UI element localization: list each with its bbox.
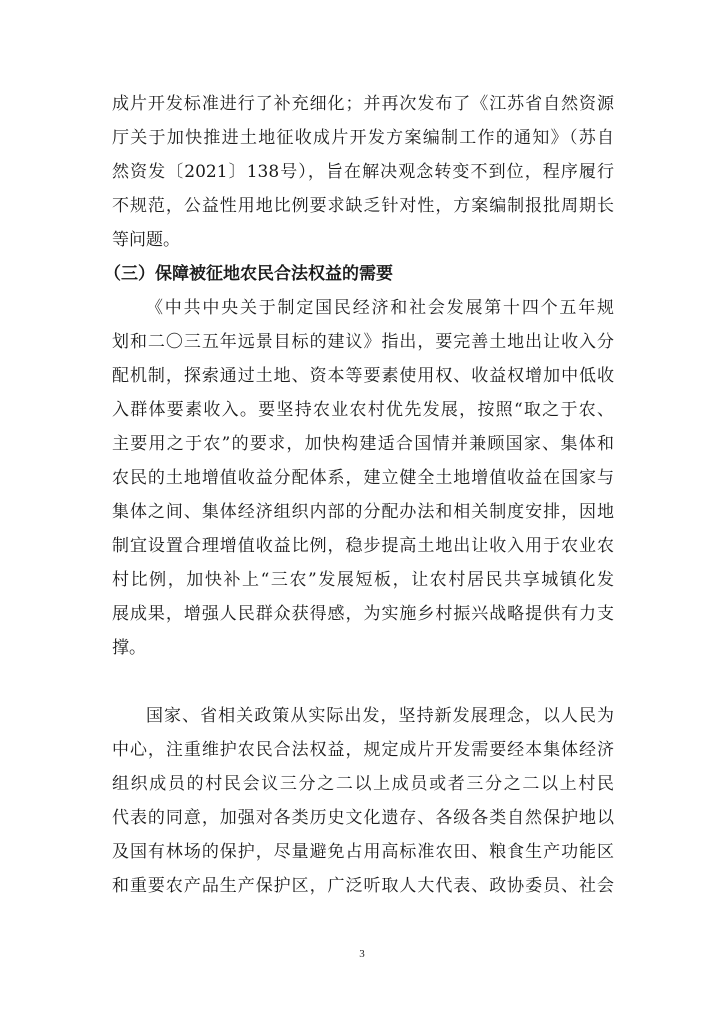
paragraph-line: 不规范，公益性用地比例要求缺乏针对性，方案编制报批周期长 (112, 196, 614, 216)
paragraph-line: 然资发〔2021〕138号），旨在解决观念转变不到位，程序履行 (112, 162, 614, 182)
paragraph-line: 农民的土地增值收益分配体系，建立健全土地增值收益在国家与 (112, 468, 614, 488)
page-number: 3 (359, 948, 365, 960)
paragraph-line: 制宜设置合理增值收益比例，稳步提高土地出让收入用于农业农 (112, 536, 614, 556)
paragraph-1 (112, 87, 614, 257)
paragraph-line: 国家、省相关政策从实际出发，坚持新发展理念，以人民为 (146, 706, 614, 726)
paragraph-line: 配机制，探索通过土地、资本等要素使用权、收益权增加中低收 (112, 366, 614, 386)
paragraph-line: 厅关于加快推进土地征收成片开发方案编制工作的通知》（苏自 (112, 128, 614, 148)
paragraph-line: 村比例，加快补上“三农”发展短板，让农村居民共享城镇化发 (112, 570, 614, 590)
paragraph-line: 《中共中央关于制定国民经济和社会发展第十四个五年规 (146, 298, 614, 318)
paragraph-line: 主要用之于农”的要求，加快构建适合国情并兼顾国家、集体和 (112, 434, 614, 454)
paragraph-line: 撑。 (112, 638, 146, 658)
section-heading: （三）保障被征地农民合法权益的需要 (104, 264, 393, 284)
paragraph-2 (112, 291, 614, 665)
paragraph-line: 集体之间、集体经济组织内部的分配办法和相关制度安排，因地 (112, 502, 614, 522)
paragraph-3 (112, 699, 614, 903)
paragraph-line: 代表的同意，加强对各类历史文化遗存、各级各类自然保护地以 (112, 808, 614, 828)
paragraph-line: 划和二〇三五年远景目标的建议》指出，要完善土地出让收入分 (112, 332, 614, 352)
paragraph-line: 和重要农产品生产保护区，广泛听取人大代表、政协委员、社会 (112, 876, 614, 896)
paragraph-line: 展成果，增强人民群众获得感，为实施乡村振兴战略提供有力支 (112, 604, 614, 624)
paragraph-line: 及国有林场的保护，尽量避免占用高标准农田、粮食生产功能区 (112, 842, 614, 862)
section-heading-container (104, 257, 606, 291)
paragraph-line: 入群体要素收入。要坚持农业农村优先发展，按照“取之于农、 (112, 400, 614, 420)
paragraph-line: 组织成员的村民会议三分之二以上成员或者三分之二以上村民 (112, 774, 614, 794)
paragraph-line: 成片开发标准进行了补充细化；并再次发布了《江苏省自然资源 (112, 94, 614, 114)
paragraph-line: 中心，注重维护农民合法权益，规定成片开发需要经本集体经济 (112, 740, 614, 760)
paragraph-line: 等问题。 (112, 230, 180, 250)
